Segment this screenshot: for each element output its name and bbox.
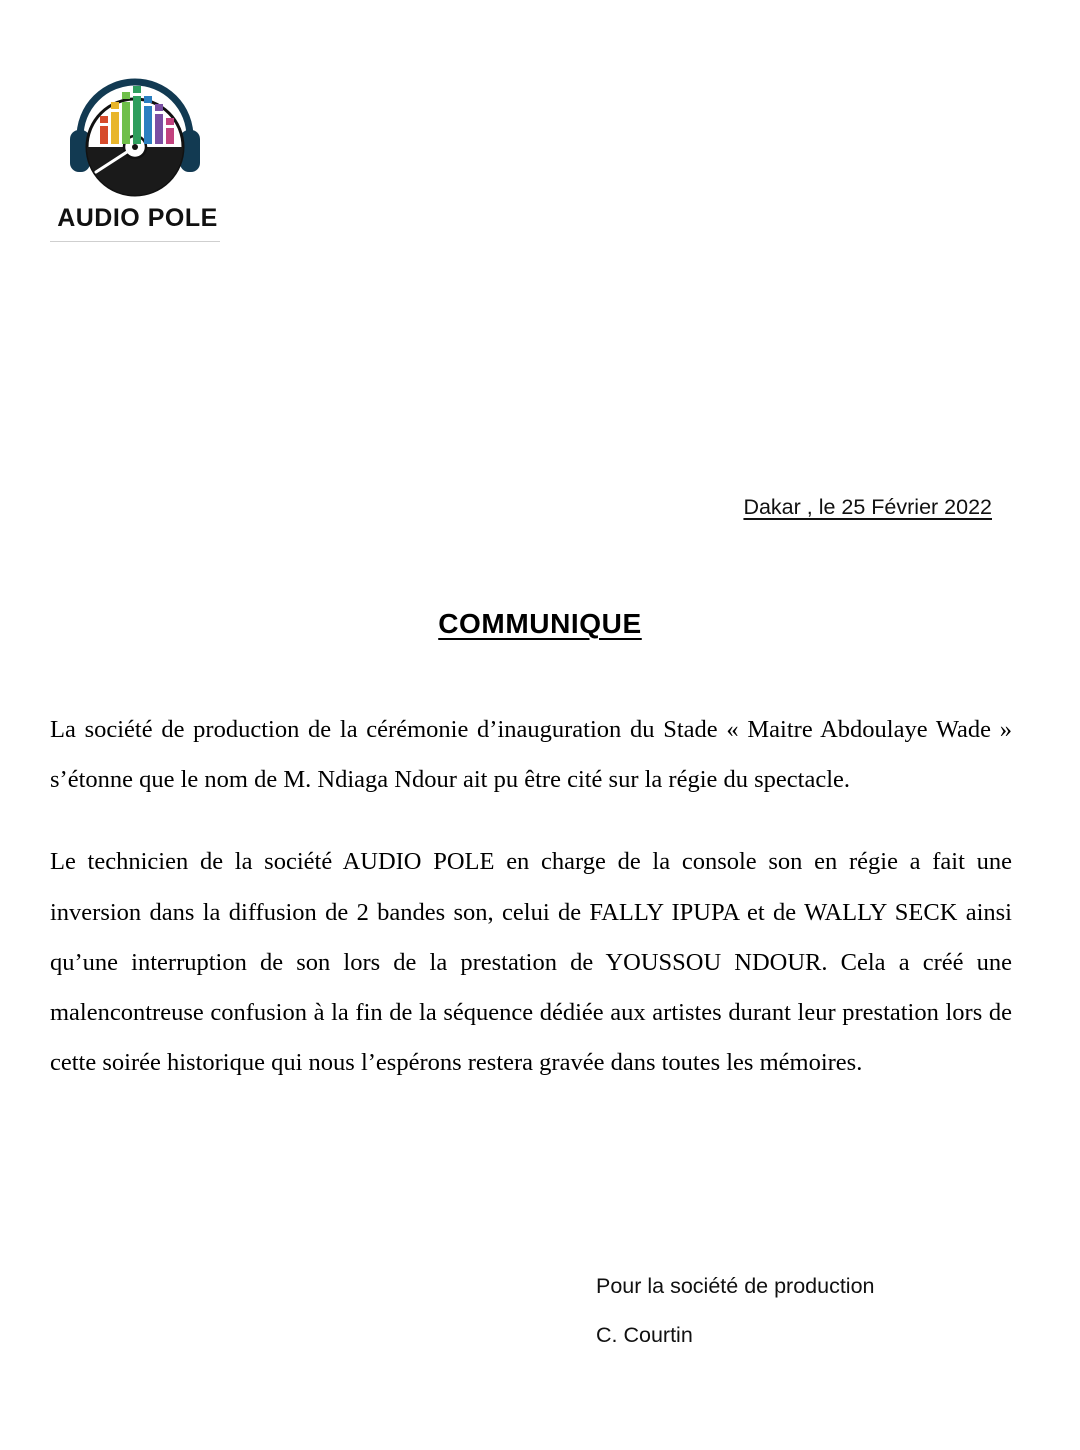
signature-block <box>596 1262 874 1361</box>
logo-wordmark: AUDIO POLE <box>57 204 218 232</box>
page-title-text: COMMUNIQUE <box>438 608 642 639</box>
signature-line-1: Pour la société de production <box>596 1274 875 1298</box>
body-paragraph-1: La société de production de la cérémonie d’inauguration du Stade « Maitre Abdoulaye Wade » s’étonne que le nom de M. Ndiaga Ndour ait pu être cité sur la régie du spectacle. <box>50 716 1012 794</box>
page-title <box>0 608 1080 640</box>
body-paragraph-2: Le technicien de la société AUDIO POLE en charge de la console son en régie a fait une inversion dans la diffusion de 2 bandes son, celui de FALLY IPUPA et de WALLY SECK ainsi qu’une interruption de son lors de la prestation de YOUSSOU NDOUR. Cela a créé une malencontreuse confusion à la fin de la séquence dédiée aux artistes durant leur prestation lors de cette soirée historique qui nous l’espérons restera gravée dans toutes les mémoires. <box>50 848 1012 1077</box>
headphones-vinyl-equalizer-icon <box>60 52 210 202</box>
document-body <box>50 705 1012 1089</box>
company-logo <box>50 52 225 242</box>
signature-line-2: C. Courtin <box>596 1323 693 1348</box>
logo-divider <box>50 241 220 242</box>
date-line: Dakar , le 25 Février 2022 <box>743 495 992 519</box>
